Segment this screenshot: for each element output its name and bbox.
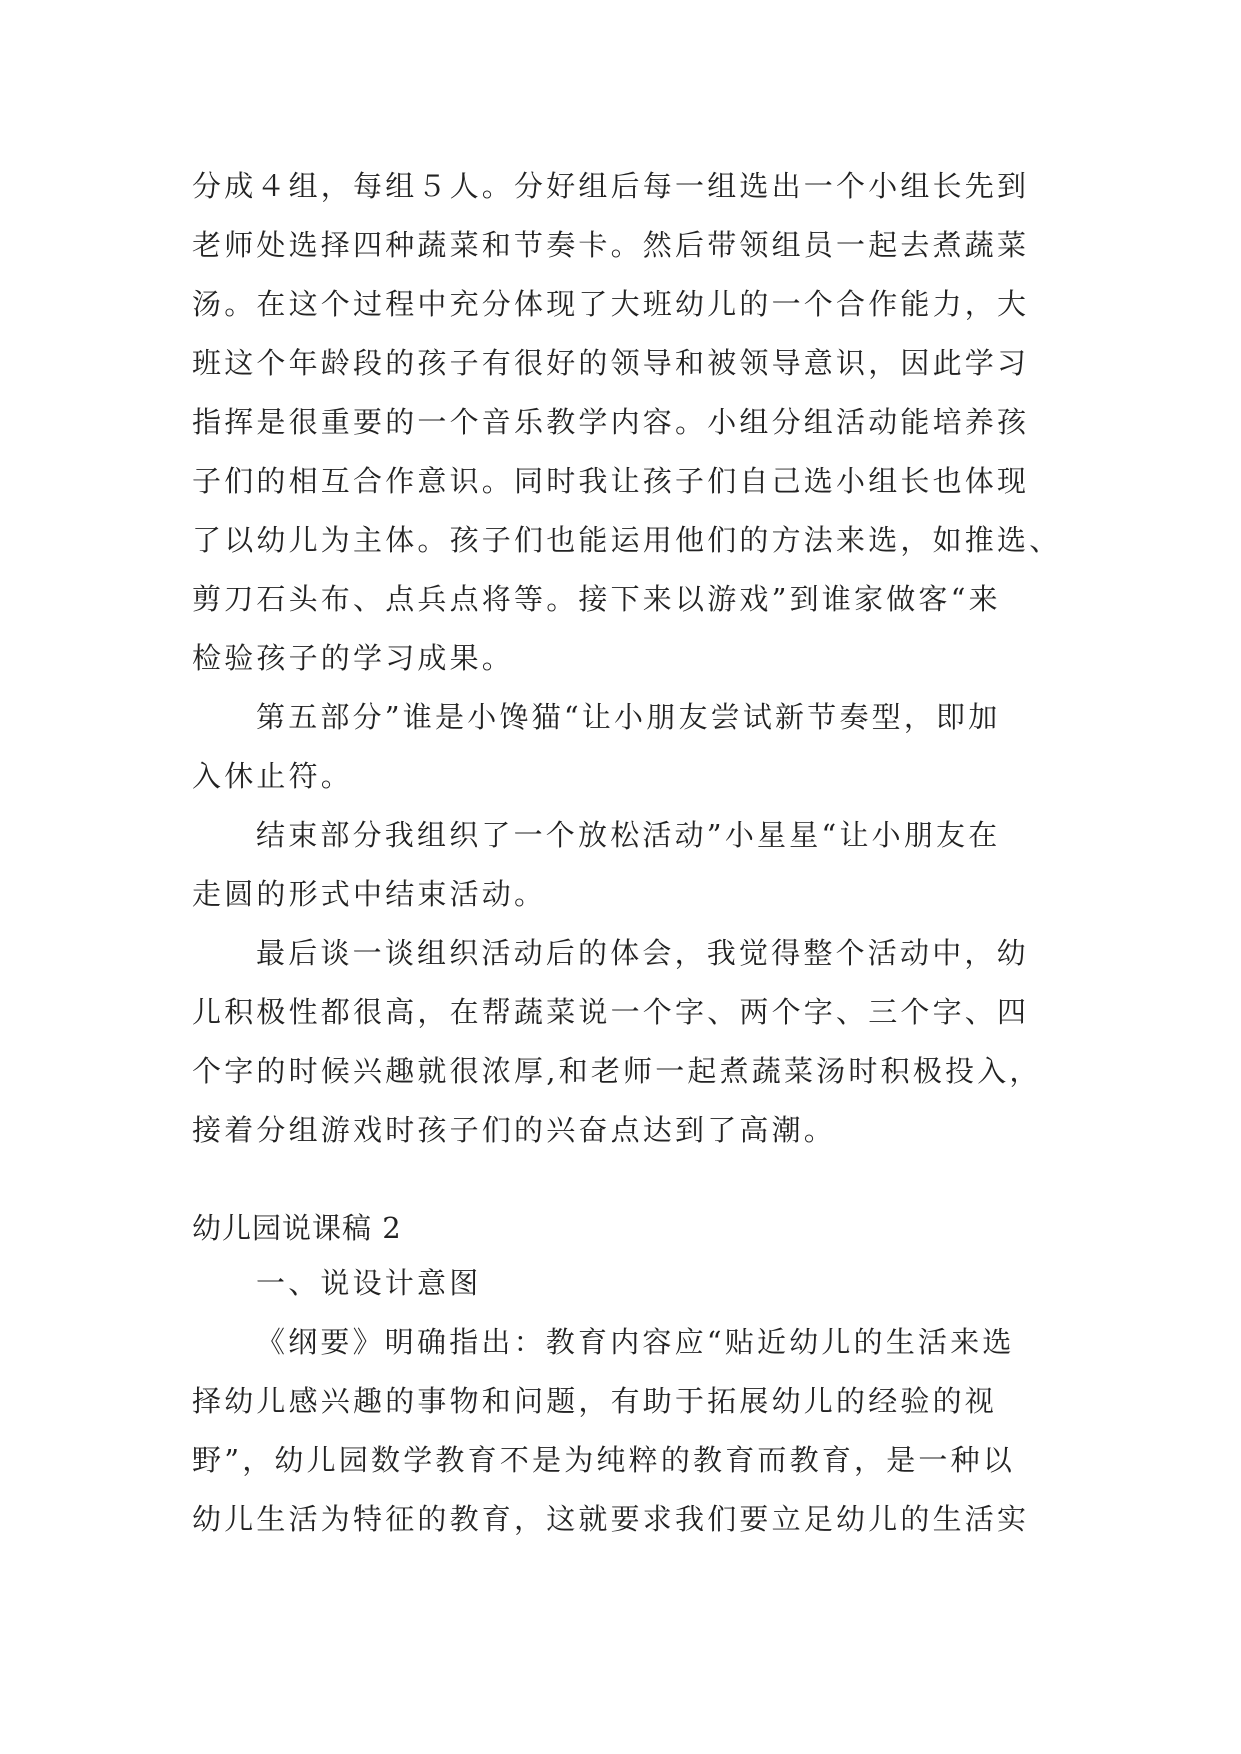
paragraph-line: 个字的时候兴趣就很浓厚,和老师一起煮蔬菜汤时积极投入，	[192, 1054, 1042, 1088]
paragraph-line: 幼儿生活为特征的教育，这就要求我们要立足幼儿的生活实	[192, 1502, 1030, 1536]
paragraph-line: 择幼儿感兴趣的事物和问题，有助于拓展幼儿的经验的视	[192, 1384, 998, 1418]
paragraph-line: 接着分组游戏时孩子们的兴奋点达到了高潮。	[192, 1113, 837, 1147]
paragraph-line: 汤。在这个过程中充分体现了大班幼儿的一个合作能力，大	[192, 287, 1030, 321]
paragraph-line: 《纲要》明确指出：教育内容应“贴近幼儿的生活来选	[256, 1325, 1015, 1359]
section-title: 幼儿园说课稿 2	[192, 1211, 402, 1245]
paragraph-line: 儿积极性都很高，在帮蔬菜说一个字、两个字、三个字、四	[192, 995, 1030, 1029]
section-heading: 一、说设计意图	[256, 1266, 482, 1300]
paragraph-line: 分成４组，每组５人。分好组后每一组选出一个小组长先到	[192, 169, 1030, 203]
paragraph-line: 指挥是很重要的一个音乐教学内容。小组分组活动能培养孩	[192, 405, 1030, 439]
paragraph-line: 走圆的形式中结束活动。	[192, 877, 547, 911]
paragraph-line: 结束部分我组织了一个放松活动”小星星“让小朋友在	[256, 818, 1001, 852]
paragraph-line: 了以幼儿为主体。孩子们也能运用他们的方法来选，如推选、	[192, 523, 1062, 557]
paragraph-line: 剪刀石头布、点兵点将等。接下来以游戏”到谁家做客“来	[192, 582, 1001, 616]
paragraph-line: 检验孩子的学习成果。	[192, 641, 515, 675]
paragraph-line: 子们的相互合作意识。同时我让孩子们自己选小组长也体现	[192, 464, 1030, 498]
paragraph-line: 最后谈一谈组织活动后的体会，我觉得整个活动中，幼	[256, 936, 1029, 970]
paragraph-line: 第五部分”谁是小馋猫“让小朋友尝试新节奏型，即加	[256, 700, 1001, 734]
paragraph-line: 老师处选择四种蔬菜和节奏卡。然后带领组员一起去煮蔬菜	[192, 228, 1030, 262]
paragraph-line: 班这个年龄段的孩子有很好的领导和被领导意识，因此学习	[192, 346, 1030, 380]
paragraph-line: 野”，幼儿园数学教育不是为纯粹的教育而教育，是一种以	[192, 1443, 1016, 1477]
paragraph-line: 入休止符。	[192, 759, 354, 793]
